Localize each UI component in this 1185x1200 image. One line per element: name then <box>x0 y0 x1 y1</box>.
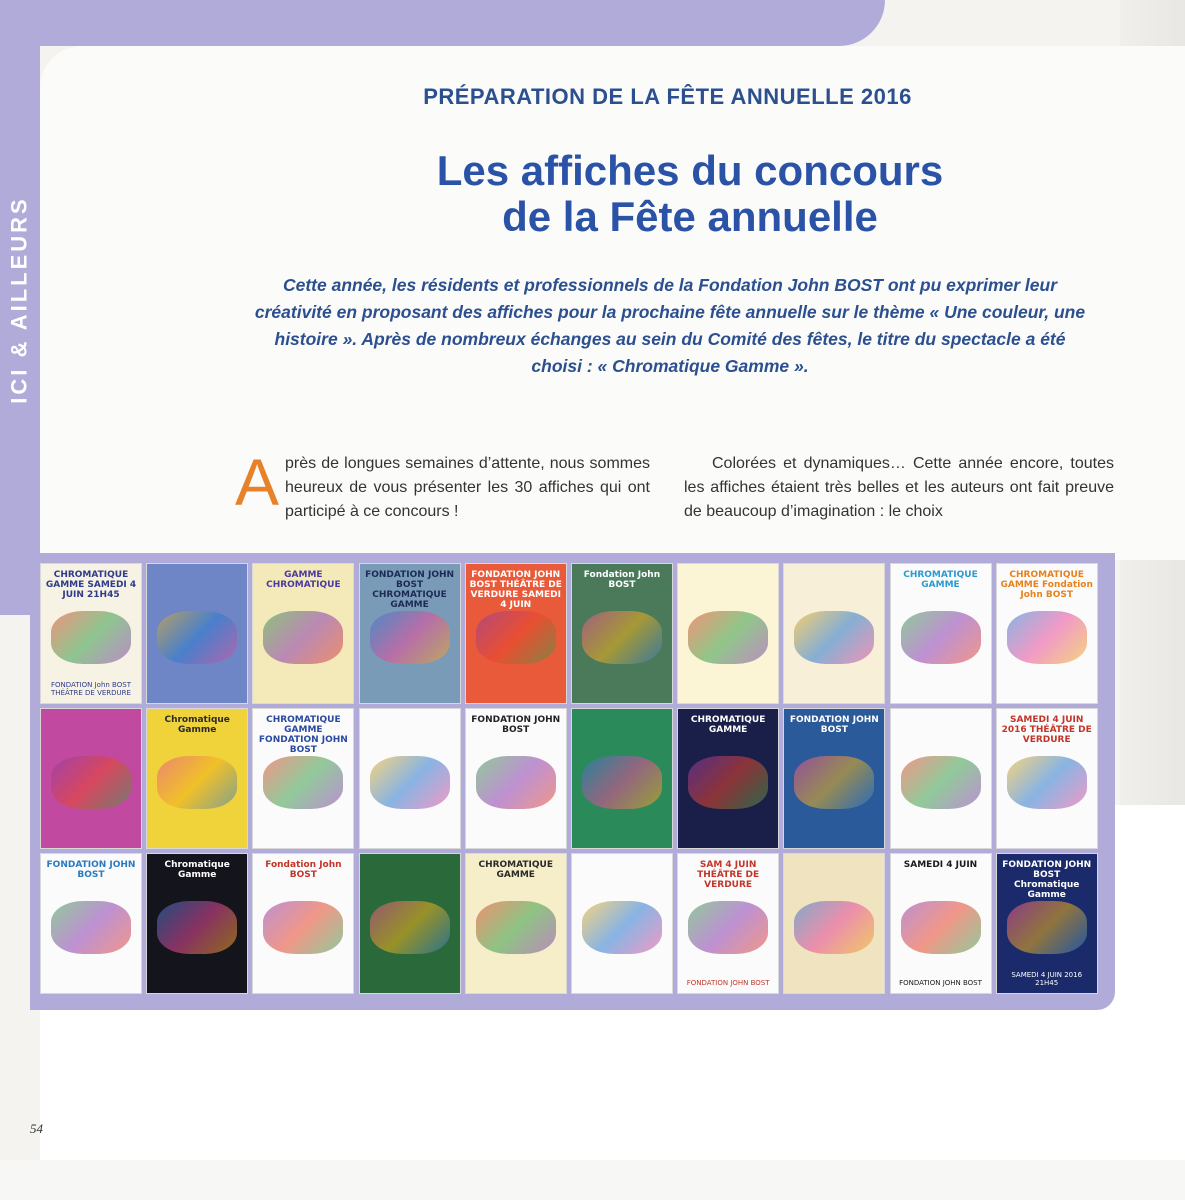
poster-artwork <box>370 756 450 809</box>
poster-gallery <box>40 563 1104 994</box>
poster-title: FONDATION JOHN BOST <box>46 860 136 880</box>
poster-title: SAM 4 JUIN THÉÂTRE DE VERDURE <box>697 860 760 890</box>
poster-thumbnail <box>146 563 248 704</box>
poster-title: FONDATION JOHN BOST THÉÂTRE DE VERDURE SAMEDI 4 JUIN <box>469 570 562 610</box>
poster-thumbnail <box>996 853 1098 994</box>
poster-artwork <box>1007 756 1087 809</box>
poster-artwork <box>476 611 556 664</box>
poster-artwork <box>157 756 237 809</box>
poster-artwork <box>582 901 662 954</box>
poster-title: FONDATION JOHN BOST <box>471 715 561 735</box>
poster-artwork <box>901 901 981 954</box>
poster-thumbnail <box>252 708 354 849</box>
poster-thumbnail <box>40 708 142 849</box>
poster-thumbnail <box>359 853 461 994</box>
poster-artwork <box>582 756 662 809</box>
poster-artwork <box>263 611 343 664</box>
poster-thumbnail <box>996 708 1098 849</box>
poster-title: CHROMATIQUE GAMME <box>903 570 978 590</box>
poster-artwork <box>263 901 343 954</box>
poster-thumbnail <box>359 708 461 849</box>
poster-thumbnail <box>146 708 248 849</box>
poster-artwork <box>51 756 131 809</box>
body-text-left: près de longues semaines d’attente, nous sommes heureux de vous présenter les 30 affiches qui ont participé à ce concours ! <box>285 455 650 520</box>
poster-thumbnail <box>996 563 1098 704</box>
title-line-2: de la Fête annuelle <box>502 193 878 240</box>
poster-thumbnail <box>465 853 567 994</box>
poster-thumbnail <box>252 563 354 704</box>
poster-artwork <box>901 611 981 664</box>
body-column-left <box>235 445 650 524</box>
poster-title: Chromatique Gamme <box>164 860 230 880</box>
poster-artwork <box>688 901 768 954</box>
poster-artwork <box>157 611 237 664</box>
poster-artwork <box>370 901 450 954</box>
poster-title: SAMEDI 4 JUIN 2016 THÉÂTRE DE VERDURE <box>1001 715 1092 745</box>
poster-thumbnail <box>40 853 142 994</box>
article-lead: Cette année, les résidents et professionnels de la Fondation John BOST ont pu exprimer leur créativité en proposant des affiches pour la prochaine fête annuelle sur le thème « Une couleur, une histoire ». Après de nombreux échanges au sein du Comité des fêtes, le titre du spectacle a été choisi : « Chromatique Gamme ». <box>254 275 1086 376</box>
poster-artwork <box>582 611 662 664</box>
poster-thumbnail <box>359 563 461 704</box>
poster-artwork <box>794 756 874 809</box>
poster-artwork <box>476 901 556 954</box>
poster-title: SAMEDI 4 JUIN <box>903 860 978 870</box>
poster-thumbnail <box>571 853 673 994</box>
poster-title: CHROMATIQUE GAMME <box>478 860 554 880</box>
body-column-right <box>684 452 1114 524</box>
poster-title: CHROMATIQUE GAMME Fondation John BOST <box>1000 570 1093 600</box>
poster-thumbnail <box>783 563 885 704</box>
poster-title: FONDATION JOHN BOST Chromatique Gamme <box>1002 860 1092 900</box>
poster-caption: FONDATION John BOST THÉÂTRE DE VERDURE <box>51 681 131 697</box>
poster-title: CHROMATIQUE GAMME <box>690 715 766 735</box>
poster-thumbnail <box>146 853 248 994</box>
poster-title: CHROMATIQUE GAMME SAMEDI 4 JUIN 21H45 <box>45 570 137 600</box>
poster-thumbnail <box>571 563 673 704</box>
poster-thumbnail <box>677 563 779 704</box>
poster-thumbnail <box>571 708 673 849</box>
poster-title: Fondation John BOST <box>265 860 342 880</box>
section-label-box <box>2 170 38 430</box>
poster-title: FONDATION JOHN BOST <box>789 715 879 735</box>
poster-caption: SAMEDI 4 JUIN 2016 21H45 <box>1011 971 1083 987</box>
poster-caption: FONDATION JOHN BOST <box>899 979 982 987</box>
poster-thumbnail <box>890 708 992 849</box>
poster-thumbnail <box>677 708 779 849</box>
poster-artwork <box>1007 901 1087 954</box>
poster-thumbnail <box>465 563 567 704</box>
poster-artwork <box>370 611 450 664</box>
poster-artwork <box>51 611 131 664</box>
poster-artwork <box>476 756 556 809</box>
poster-title: Fondation John BOST <box>583 570 661 590</box>
poster-artwork <box>51 901 131 954</box>
poster-artwork <box>688 756 768 809</box>
poster-artwork <box>263 756 343 809</box>
article-kicker: PRÉPARATION DE LA FÊTE ANNUELLE 2016 <box>423 84 912 109</box>
poster-thumbnail <box>783 708 885 849</box>
drop-cap: A <box>235 445 280 519</box>
article-title <box>340 148 1040 240</box>
header-tab <box>0 0 885 46</box>
poster-artwork <box>794 901 874 954</box>
section-label: ICI & AILLEURS <box>7 196 33 404</box>
poster-thumbnail <box>465 708 567 849</box>
poster-title: GAMME CHROMATIQUE <box>266 570 341 590</box>
poster-thumbnail <box>890 853 992 994</box>
poster-thumbnail <box>783 853 885 994</box>
poster-title: Chromatique Gamme <box>164 715 230 735</box>
poster-thumbnail <box>890 563 992 704</box>
poster-thumbnail <box>252 853 354 994</box>
poster-artwork <box>794 611 874 664</box>
page-number: 54 <box>30 1121 43 1136</box>
poster-artwork <box>901 756 981 809</box>
poster-caption: FONDATION JOHN BOST <box>686 979 770 987</box>
poster-artwork <box>157 901 237 954</box>
poster-title: CHROMATIQUE GAMME FONDATION JOHN BOST <box>258 715 348 755</box>
poster-title: FONDATION JOHN BOST CHROMATIQUE GAMME <box>365 570 455 610</box>
poster-thumbnail <box>40 563 142 704</box>
title-line-1: Les affiches du concours <box>436 147 944 194</box>
body-text-right: Colorées et dynamiques… Cette année encore, toutes les affiches étaient très belles et les auteurs ont fait preuve de beaucoup d’imagination : le choix <box>684 455 1114 520</box>
poster-thumbnail <box>677 853 779 994</box>
poster-artwork <box>688 611 768 664</box>
page-footer <box>0 1160 1185 1200</box>
poster-artwork <box>1007 611 1087 664</box>
